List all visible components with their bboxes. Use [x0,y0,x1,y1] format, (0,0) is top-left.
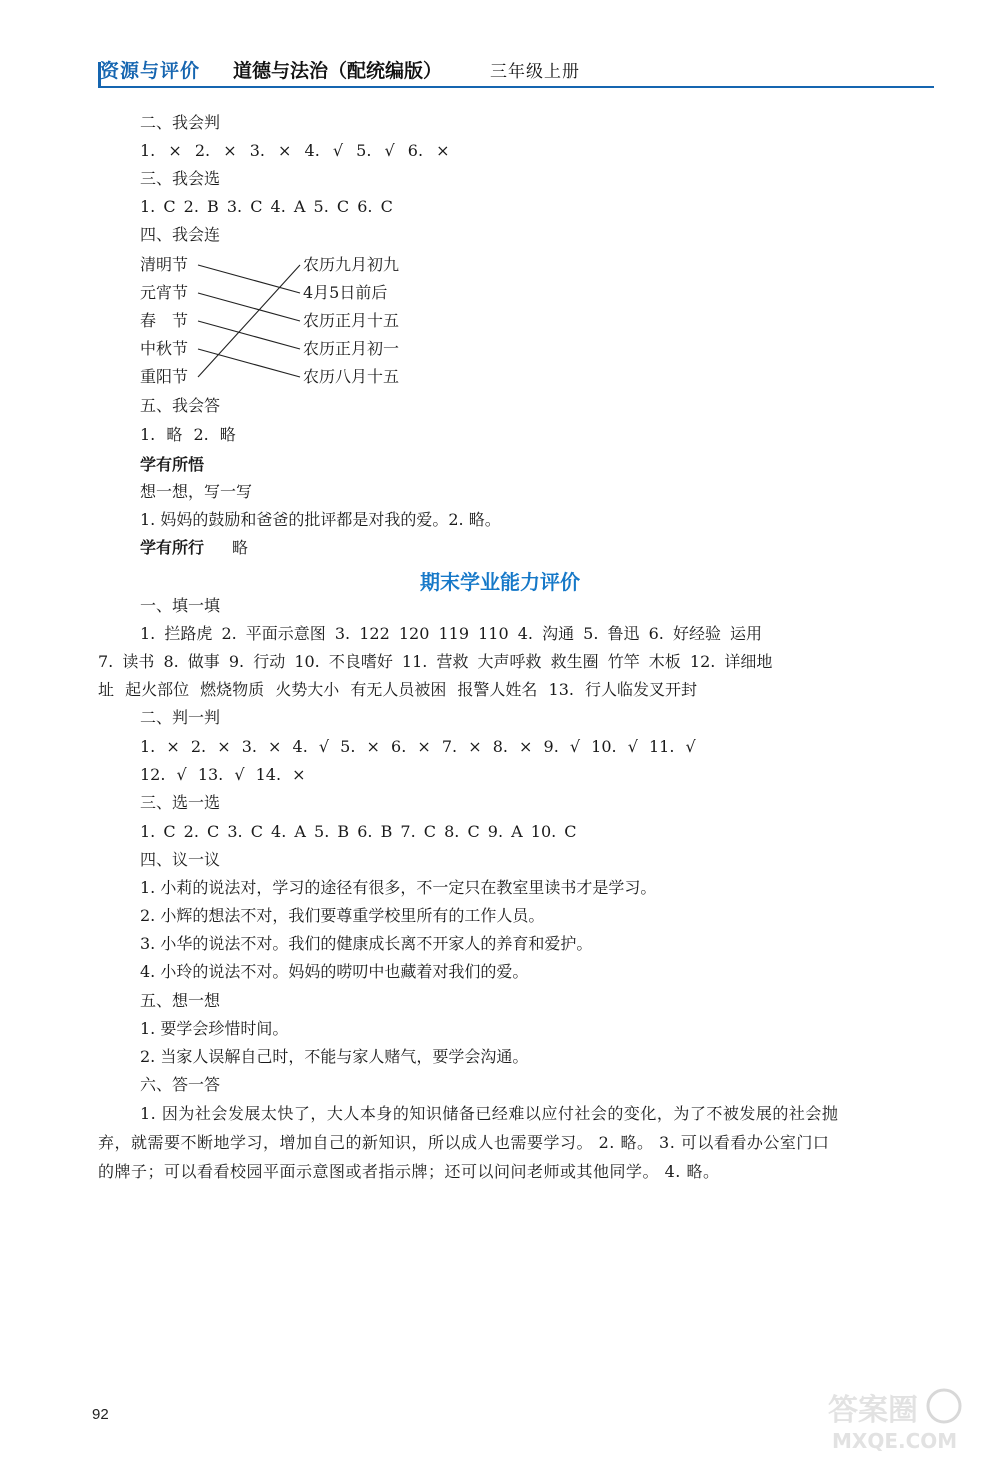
part1-s2-title: 二、我会判 [140,113,221,132]
part1-s5-answers: 1. 略 2. 略 [140,425,236,444]
match-line-zhongqiu [198,349,300,377]
exam-s4-item-2: 2. 小辉的想法不对，我们要尊重学校里所有的工作人员。 [140,906,545,925]
practice-answer: 略 [232,538,249,557]
exam-s1-title: 一、填一填 [140,596,221,615]
exam-s6-line-2: 弃，就需要不断地学习，增加自己的新知识，所以成人也需要学习。 2. 略。 3. 可以看看办公室门口 [98,1133,830,1152]
learn-answers: 1. 妈妈的鼓励和爸爸的批评都是对我的爱。2. 略。 [140,510,501,529]
festival-right-2: 4月5日前后 [303,283,388,302]
part1-s2-answers: 1. × 2. × 3. × 4. √ 5. √ 6. × [140,141,450,160]
watermark-url: MXQE.COM [832,1429,958,1453]
match-line-yuanxiao [198,293,300,321]
matching-lines [0,0,1000,420]
exam-s4-item-1: 1. 小莉的说法对，学习的途径有很多，不一定只在教室里读书才是学习。 [140,878,657,897]
watermark-logo [826,1384,966,1454]
festival-left-1: 清明节 [140,255,189,274]
learn-sub: 想一想，写一写 [140,482,253,501]
exam-title: 期末学业能力评价 [420,570,580,594]
exam-s2-title: 二、判一判 [140,708,221,727]
match-line-qingming [198,265,300,293]
exam-s2-line-2: 12. √ 13. √ 14. × [140,765,306,784]
exam-s3-title: 三、选一选 [140,793,221,812]
exam-s2-line-1: 1. × 2. × 3. × 4. √ 5. × 6. × 7. × 8. × 9. √ 10. √ 11. √ [140,737,696,756]
festival-left-2: 元宵节 [140,283,189,302]
exam-s4-item-3: 3. 小华的说法不对。我们的健康成长离不开家人的养育和爱护。 [140,934,593,953]
exam-s6-line-3: 的牌子；可以看看校园平面示意图或者指示牌；还可以问问老师或其他同学。 4. 略。 [98,1162,720,1181]
exam-s5-item-2: 2. 当家人误解自己时，不能与家人赌气，要学会沟通。 [140,1047,529,1066]
match-line-chongyang [198,265,300,377]
part1-s4-title: 四、我会连 [140,225,221,244]
exam-s1-line-1: 1. 拦路虎 2. 平面示意图 3. 122 120 119 110 4. 沟通 5. 鲁迅 6. 好经验 运用 [140,624,763,643]
exam-s6-title: 六、答一答 [140,1075,221,1094]
festival-right-4: 农历正月初一 [303,339,400,358]
header-subject: 道德与法治（配统编版） [233,60,443,82]
learn-title: 学有所悟 [140,455,205,474]
festival-right-3: 农历正月十五 [303,311,400,330]
practice-title: 学有所行 [140,538,205,557]
header-grade: 三年级上册 [490,62,580,82]
part1-s5-title: 五、我会答 [140,396,221,415]
festival-left-4: 中秋节 [140,339,189,358]
exam-s3-answers: 1. C 2. C 3. C 4. A 5. B 6. B 7. C 8. C 9. A 10. C [140,822,577,841]
exam-s1-line-3: 址 起火部位 燃烧物质 火势大小 有无人员被困 报警人姓名 13. 行人临发叉开封 [98,680,698,699]
header-series-title: 资源与评价 [100,60,201,82]
exam-s4-title: 四、议一议 [140,850,221,869]
match-line-chunjie [198,321,300,349]
watermark-logo-text: 答案圈 [828,1393,918,1428]
festival-right-1: 农历九月初九 [303,255,400,274]
festival-left-3: 春 节 [140,311,189,330]
exam-s4-item-4: 4. 小玲的说法不对。妈妈的唠叨中也藏着对我们的爱。 [140,962,529,981]
exam-s6-line-1: 1. 因为社会发展太快了，大人本身的知识储备已经难以应付社会的变化，为了不被发展的社会抛 [140,1104,839,1123]
part1-s3-answers: 1. C 2. B 3. C 4. A 5. C 6. C [140,197,393,216]
exam-s5-item-1: 1. 要学会珍惜时间。 [140,1019,289,1038]
page-number: 92 [92,1406,109,1423]
part1-s3-title: 三、我会选 [140,169,221,188]
exam-s1-line-2: 7. 读书 8. 做事 9. 行动 10. 不良嗜好 11. 营救 大声呼救 救生圈 竹竿 木板 12. 详细地 [98,652,773,671]
festival-left-5: 重阳节 [140,367,189,386]
exam-s5-title: 五、想一想 [140,991,221,1010]
festival-right-5: 农历八月十五 [303,367,400,386]
